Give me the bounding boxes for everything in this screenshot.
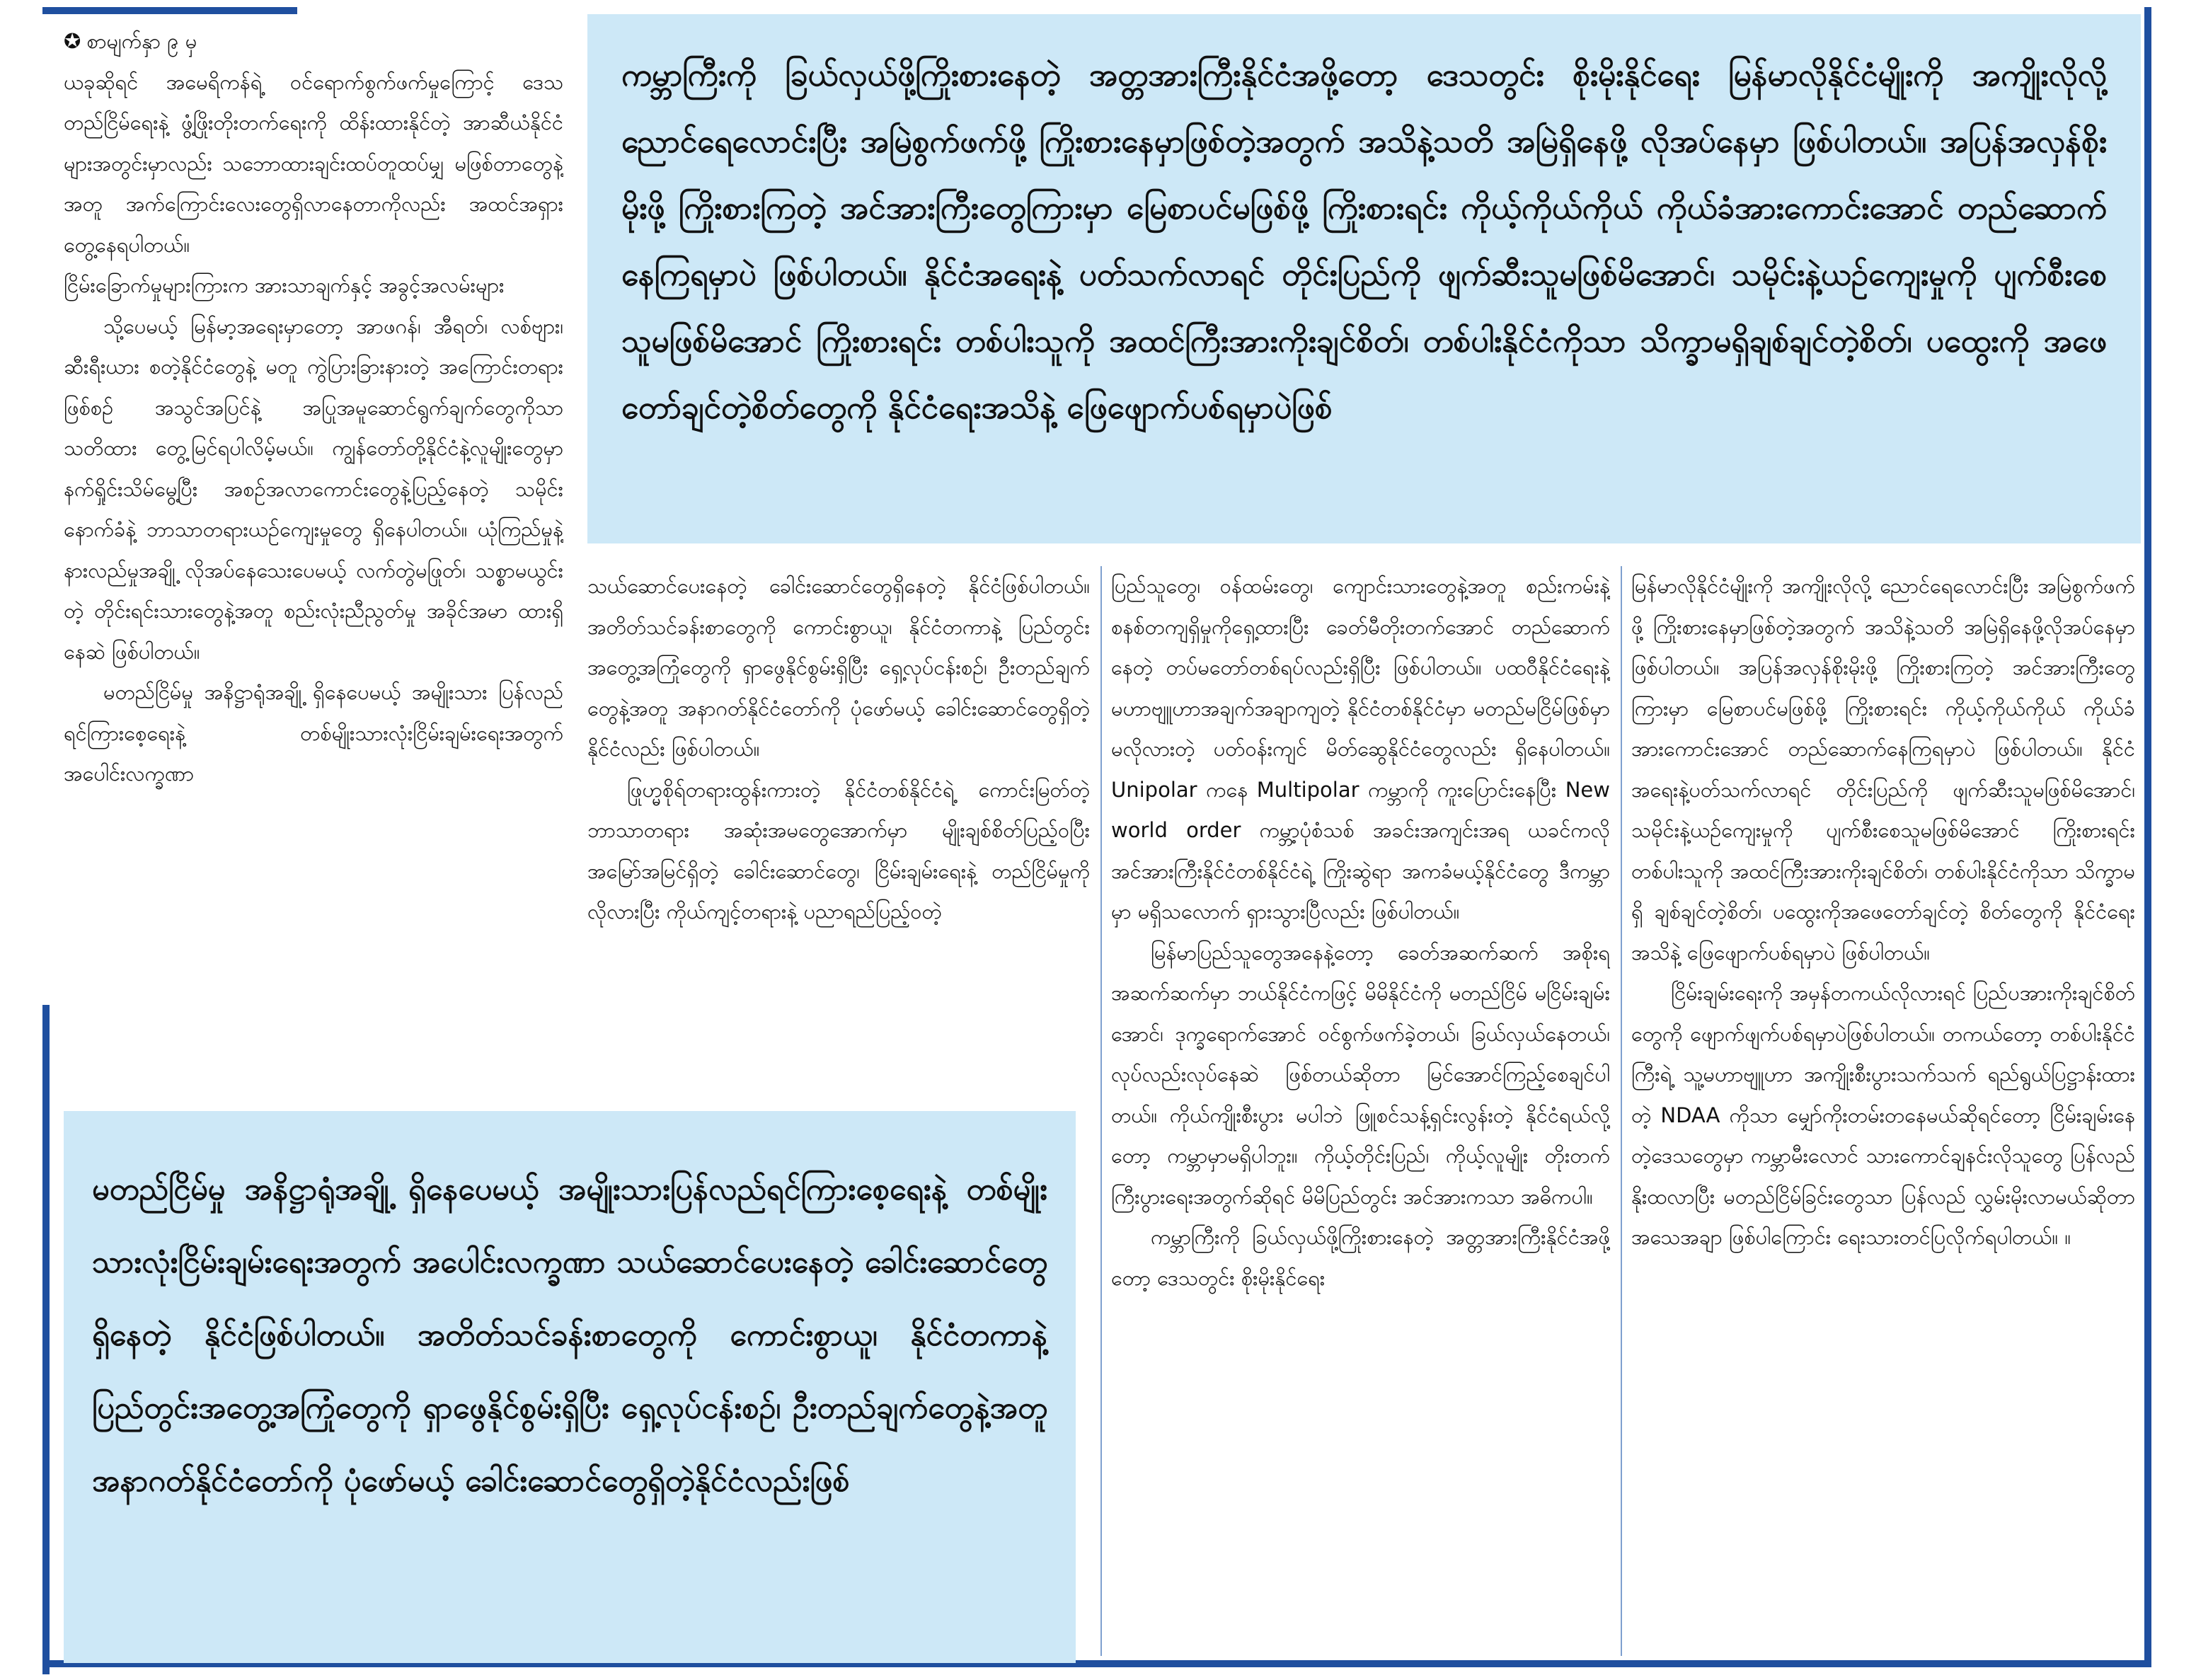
continued-from-text: စာမျက်နှာ ၉ မှ bbox=[86, 29, 197, 53]
gear-bullet-icon: ✪ bbox=[64, 29, 81, 53]
column-divider-2-3 bbox=[1100, 566, 1102, 1656]
column-1-paragraph-3: မတည်ငြိမ်မှု အနိဋ္ဌာရုံအချို့ ရှိနေပေမယ့် အမျိုးသား ပြန်လည်ရင်ကြားစေ့ရေးနဲ့ တစ်မျိုးသားလုံးငြိမ်းချမ်းရေးအတွက် အပေါင်းလက္ခဏာ bbox=[64, 680, 563, 786]
column-3-paragraph-1: ပြည်သူတွေ၊ ဝန်ထမ်းတွေ၊ ကျောင်းသားတွေနဲ့အတူ စည်းကမ်းနဲ့ စနစ်တကျရှိမှုကိုရှေ့ထားပြီး ခေတ်မီတိုးတက်အောင် တည်ဆောက်နေတဲ့ တပ်မတော်တစ်ရပ်လည်းရှိပြီး ဖြစ်ပါတယ်။ ပထဝီနိုင်ငံရေးနဲ့ မဟာဗျူဟာအချက်အချာကျတဲ့ နိုင်ငံတစ်နိုင်ငံမှာ မတည်မငြိမ်ဖြစ်မှာ မလိုလားတဲ့ ပတ်ဝန်းကျင် မိတ်ဆွေနိုင်ငံတွေလည်း ရှိနေပါတယ်။ Unipolar ကနေ Multipolar ကမ္ဘာကို ကူးပြောင်းနေပြီး New world order ကမ္ဘာ့ပုံစံသစ် အခင်းအကျင်းအရ ယခင်ကလို အင်အားကြီးနိုင်ငံတစ်နိုင်ငံရဲ့ ကြိုးဆွဲရာ အကခံမယ့်နိုင်ငံတွေ ဒီကမ္ဘာမှာ မရှိသလောက် ရှားသွားပြီလည်း ဖြစ်ပါတယ်။ bbox=[1111, 574, 1610, 924]
column-2 bbox=[587, 566, 1090, 1093]
continued-from-line bbox=[64, 21, 563, 62]
section-heading: ငြိမ်းခြောက်မှုများကြားက အားသာချက်နှင့် အခွင့်အလမ်းများ bbox=[64, 273, 505, 297]
column-4-paragraph-2: ငြိမ်းချမ်းရေးကို အမှန်တကယ်လိုလားရင် ပြည်ပအားကိုးချင်စိတ်တွေကို ဖျောက်ဖျက်ပစ်ရမှာပဲဖြစ်ပါတယ်။ တကယ်တော့ တစ်ပါးနိုင်ငံကြီးရဲ့ သူ့မဟာဗျူဟာ အကျိုးစီးပွားသက်သက် ရည်ရွယ်ပြဋ္ဌာန်းထားတဲ့ NDAA ကိုသာ မျှော်ကိုးတမ်းတနေမယ်ဆိုရင်တော့ ငြိမ်းချမ်းနေတဲ့ဒေသတွေမှာ ကမ္ဘာမီးလောင် သားကောင်ချနင်းလိုသူတွေ ပြန်လည်နိုးထလာပြီး မတည်ငြိမ်ခြင်းတွေသာ ပြန်လည် လွှမ်းမိုးလာမယ်ဆိုတာ အသေအချာ ဖြစ်ပါကြောင်း ရေးသားတင်ပြလိုက်ရပါတယ်။ ။ bbox=[1631, 981, 2135, 1249]
column-2-paragraph-2: ဖြုဟ္မစိုရ်တရားထွန်းကားတဲ့ နိုင်ငံတစ်နိုင်ငံရဲ့ ကောင်းမြတ်တဲ့ဘာသာတရား အဆုံးအမတွေအောက်မှာ မျိုးချစ်စိတ်ပြည့်ဝပြီး အမြော်အမြင်ရှိတဲ့ ခေါင်းဆောင်တွေ၊ ငြိမ်းချမ်းရေးနဲ့ တည်ငြိမ်မှုကို လိုလားပြီး ကိုယ်ကျင့်တရားနဲ့ ပညာရည်ပြည့်ဝတဲ့ bbox=[587, 777, 1090, 924]
column-3 bbox=[1111, 566, 1610, 1659]
pull-quote-top: ကမ္ဘာကြီးကို ခြယ်လှယ်ဖို့ကြိုးစားနေတဲ့ အတ္တအားကြီးနိုင်ငံအဖို့တော့ ဒေသတွင်း စိုးမိုးနိုင်ရေး မြန်မာလိုနိုင်ငံမျိုးကို အကျိုးလိုလို့ ညောင်ရေလောင်းပြီး အမြဲစွက်ဖက်ဖို့ ကြိုးစားနေမှာဖြစ်တဲ့အတွက် အသိနဲ့သတိ အမြဲရှိနေဖို့ လိုအပ်နေမှာ ဖြစ်ပါတယ်။ အပြန်အလှန်စိုးမိုးဖို့ ကြိုးစားကြတဲ့ အင်အားကြီးတွေကြားမှာ မြေစာပင်မဖြစ်ဖို့ ကြိုးစားရင်း ကိုယ့်ကိုယ်ကိုယ် ကိုယ်ခံအားကောင်းအောင် တည်ဆောက်နေကြရမှာပဲ ဖြစ်ပါတယ်။ နိုင်ငံအရေးနဲ့ ပတ်သက်လာရင် တိုင်းပြည်ကို ဖျက်ဆီးသူမဖြစ်မိအောင်၊ သမိုင်းနဲ့ယဉ်ကျေးမှုကို ပျက်စီးစေသူမဖြစ်မိအောင် ကြိုးစားရင်း တစ်ပါးသူကို အထင်ကြီးအားကိုးချင်စိတ်၊ တစ်ပါးနိုင်ငံကိုသာ သိက္ခာမရှိချစ်ချင်တဲ့စိတ်၊ ပထွေးကို အဖေတော်ချင်တဲ့စိတ်တွေကို နိုင်ငံရေးအသိနဲ့ ဖြေဖျောက်ပစ်ရမှာပဲဖြစ် bbox=[587, 14, 2141, 543]
pull-quote-bottom: မတည်ငြိမ်မှု အနိဋ္ဌာရုံအချို့ ရှိနေပေမယ့် အမျိုးသားပြန်လည်ရင်ကြားစေ့ရေးနဲ့ တစ်မျိုးသားလုံးငြိမ်းချမ်းရေးအတွက် အပေါင်းလက္ခဏာ သယ်ဆောင်ပေးနေတဲ့ ခေါင်းဆောင်တွေရှိနေတဲ့ နိုင်ငံဖြစ်ပါတယ်။ အတိတ်သင်ခန်းစာတွေကို ကောင်းစွာယူ၊ နိုင်ငံတကာနဲ့ ပြည်တွင်းအတွေ့အကြုံတွေကို ရှာဖွေနိုင်စွမ်းရှိပြီး ရှေ့လုပ်ငန်းစဉ်၊ ဦးတည်ချက်တွေနဲ့အတူ အနာဂတ်နိုင်ငံတော်ကို ပုံဖော်မယ့် ခေါင်းဆောင်တွေရှိတဲ့နိုင်ငံလည်းဖြစ် bbox=[64, 1111, 1076, 1663]
column-divider-3-4 bbox=[1621, 566, 1622, 1656]
column-3-paragraph-3: ကမ္ဘာကြီးကို ခြယ်လှယ်ဖို့ကြိုးစားနေတဲ့ အတ္တအားကြီးနိုင်ငံအဖို့တော့ ဒေသတွင်း စိုးမိုးနိုင်ရေး bbox=[1111, 1225, 1610, 1290]
column-3-paragraph-2: မြန်မာပြည်သူတွေအနေနဲ့တော့ ခေတ်အဆက်ဆက် အစိုးရအဆက်ဆက်မှာ ဘယ်နိုင်ငံကဖြင့် မိမိနိုင်ငံကို မတည်ငြိမ် မငြိမ်းချမ်းအောင်၊ ဒုက္ခရောက်အောင် ဝင်စွက်ဖက်ခဲ့တယ်၊ ခြယ်လှယ်နေတယ်၊ လုပ်လည်းလုပ်နေဆဲ ဖြစ်တယ်ဆိုတာ မြင်အောင်ကြည့်စေချင်ပါတယ်။ ကိုယ်ကျိုးစီးပွား မပါဘဲ ဖြူစင်သန့်ရှင်းလွန်းတဲ့ နိုင်ငံရယ်လို့တော့ ကမ္ဘာမှာမရှိပါဘူး။ ကိုယ့်တိုင်းပြည်၊ ကိုယ့်လူမျိုး တိုးတက်ကြီးပွားရေးအတွက်ဆိုရင် မိမိပြည်တွင်း အင်အားကသာ အဓိကပါ။ bbox=[1111, 940, 1610, 1209]
column-1-paragraph-2: သို့ပေမယ့် မြန်မာ့အရေးမှာတော့ အာဖဂန်၊ အီရတ်၊ လစ်ဗျား၊ ဆီးရီးယား စတဲ့နိုင်ငံတွေနဲ့ မတူ ကွဲပြားခြားနားတဲ့ အကြောင်းတရားဖြစ်စဉ် အသွင်အပြင်နဲ့ အပြုအမူဆောင်ရွက်ချက်တွေကိုသာ သတိထား တွေ့မြင်ရပါလိမ့်မယ်။ ကျွန်တော်တို့နိုင်ငံနဲ့လူမျိုးတွေမှာ နက်ရှိုင်းသိမ်မွေ့ပြီး အစဉ်အလာကောင်းတွေနဲ့ပြည့်နေတဲ့ သမိုင်းနောက်ခံနဲ့ ဘာသာတရားယဉ်ကျေးမှုတွေ ရှိနေပါတယ်။ ယုံကြည်မှုနဲ့ နားလည်မှုအချို့ လိုအပ်နေသေးပေမယ့် လက်တွဲမဖြုတ်၊ သစ္စာမယွင်းတဲ့ တိုင်းရင်းသားတွေနဲ့အတူ စည်းလုံးညီညွတ်မှု အခိုင်အမာ ထားရှိနေဆဲ ဖြစ်ပါတယ်။ bbox=[64, 313, 563, 664]
column-4-paragraph-1: မြန်မာလိုနိုင်ငံမျိုးကို အကျိုးလိုလို့ ညောင်ရေလောင်းပြီး အမြဲစွက်ဖက်ဖို့ ကြိုးစားနေမှာဖြစ်တဲ့အတွက် အသိနဲ့သတိ အမြဲရှိနေဖို့လိုအပ်နေမှာဖြစ်ပါတယ်။ အပြန်အလှန်စိုးမိုးဖို့ ကြိုးစားကြတဲ့ အင်အားကြီးတွေကြားမှာ မြေစာပင်မဖြစ်ဖို့ ကြိုးစားရင်း ကိုယ့်ကိုယ်ကိုယ် ကိုယ်ခံအားကောင်းအောင် တည်ဆောက်နေကြရမှာပဲ ဖြစ်ပါတယ်။ နိုင်ငံအရေးနဲ့ပတ်သက်လာရင် တိုင်းပြည်ကို ဖျက်ဆီးသူမဖြစ်မိအောင်၊ သမိုင်းနဲ့ယဉ်ကျေးမှုကို ပျက်စီးစေသူမဖြစ်မိအောင် ကြိုးစားရင်း တစ်ပါးသူကို အထင်ကြီးအားကိုးချင်စိတ်၊ တစ်ပါးနိုင်ငံကိုသာ သိက္ခာမရှိ ချစ်ချင်တဲ့စိတ်၊ ပထွေးကိုအဖေတော်ချင်တဲ့ စိတ်တွေကို နိုင်ငံရေးအသိနဲ့ ဖြေဖျောက်ပစ်ရမှာပဲ ဖြစ်ပါတယ်။ bbox=[1631, 574, 2135, 965]
column-2-paragraph-1: သယ်ဆောင်ပေးနေတဲ့ ခေါင်းဆောင်တွေရှိနေတဲ့ နိုင်ငံဖြစ်ပါတယ်။ အတိတ်သင်ခန်းစာတွေကို ကောင်းစွာယူ၊ နိုင်ငံတကာနဲ့ ပြည်တွင်းအတွေ့အကြုံတွေကို ရှာဖွေနိုင်စွမ်းရှိပြီး ရှေ့လုပ်ငန်းစဉ်၊ ဦးတည်ချက်တွေနဲ့အတူ အနာဂတ်နိုင်ငံတော်ကို ပုံဖော်မယ့် ခေါင်းဆောင်တွေရှိတဲ့နိုင်ငံလည်း ဖြစ်ပါတယ်။ bbox=[587, 574, 1090, 761]
column-1 bbox=[64, 21, 563, 1097]
column-1-paragraph-1: ယခုဆိုရင် အမေရိကန်ရဲ့ ဝင်ရောက်စွက်ဖက်မှုကြောင့် ဒေသတည်ငြိမ်ရေးနဲ့ ဖွံ့ဖြိုးတိုးတက်ရေးကို ထိန်းထားနိုင်တဲ့ အာဆီယံနိုင်ငံများအတွင်းမှာလည်း သဘောထားချင်းထပ်တူထပ်မျှ မဖြစ်တာတွေနဲ့အတူ အက်ကြောင်းလေးတွေရှိလာနေတာကိုလည်း အထင်အရှား တွေ့နေရပါတယ်။ bbox=[64, 69, 563, 257]
column-4 bbox=[1631, 566, 2135, 1659]
